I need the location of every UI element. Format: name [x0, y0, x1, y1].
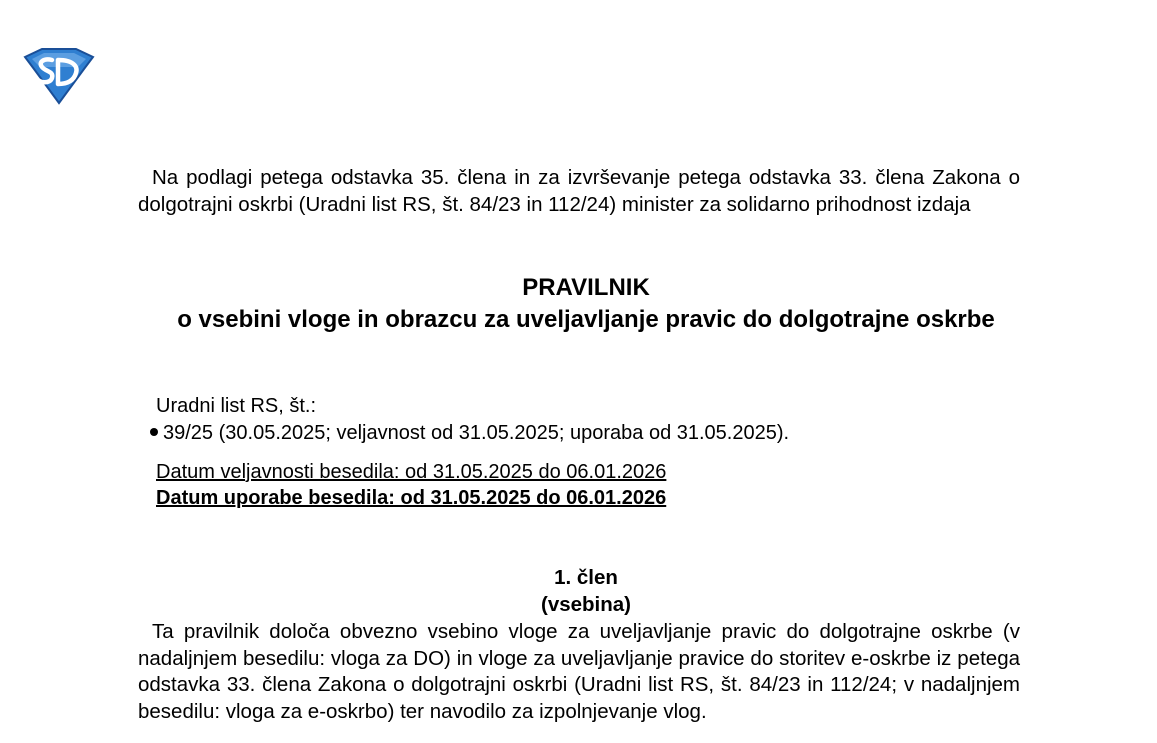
validity-date-link[interactable]: Datum veljavnosti besedila: od 31.05.2025 do 06.01.2026 [156, 461, 667, 483]
regulation-title-block [138, 272, 1034, 336]
article-heading: (vsebina) [541, 593, 631, 616]
article-number: 1. člen [554, 566, 618, 589]
gazette-list-item [150, 420, 789, 446]
bullet-icon [150, 428, 158, 436]
regulation-subtitle: o vsebini vloge in obrazcu za uveljavljanje pravic do dolgotrajne oskrbe [177, 306, 995, 333]
gazette-label: Uradni list RS, št.: [156, 395, 317, 417]
regulation-heading: PRAVILNIK [522, 274, 650, 301]
gazette-item-details: (30.05.2025; veljavnost od 31.05.2025; uporaba od 31.05.2025). [213, 422, 790, 444]
gazette-item-number[interactable]: 39/25 [163, 422, 214, 444]
article-1-header [138, 564, 1034, 618]
article-1-paragraph: Ta pravilnik določa obvezno vsebino vloge za uveljavljanje pravic do dolgotrajne oskrbe (v nadaljnjem besedilu: vloga za DO) in vloge za uveljavljanje pravice do storitev e-oskrbe iz petega odstavka 33. člena Zakona o dolgotrajni oskrbi (Uradni list RS, št. 84/23 in 112/24; v nadaljnjem besedilu: vloga za e-oskrbo) ter navodilo za izpolnjevanje vlog. [138, 620, 1020, 723]
sd-shield-logo-icon [22, 47, 96, 105]
intro-paragraph: Na podlagi petega odstavka 35. člena in za izvrševanje petega odstavka 33. člena Zakona o dolgotrajni oskrbi (Uradni list RS, št. 84/23 in 112/24) minister za solidarno prihodnost izdaja [138, 166, 1020, 216]
application-date-link[interactable]: Datum uporabe besedila: od 31.05.2025 do 06.01.2026 [156, 487, 667, 509]
